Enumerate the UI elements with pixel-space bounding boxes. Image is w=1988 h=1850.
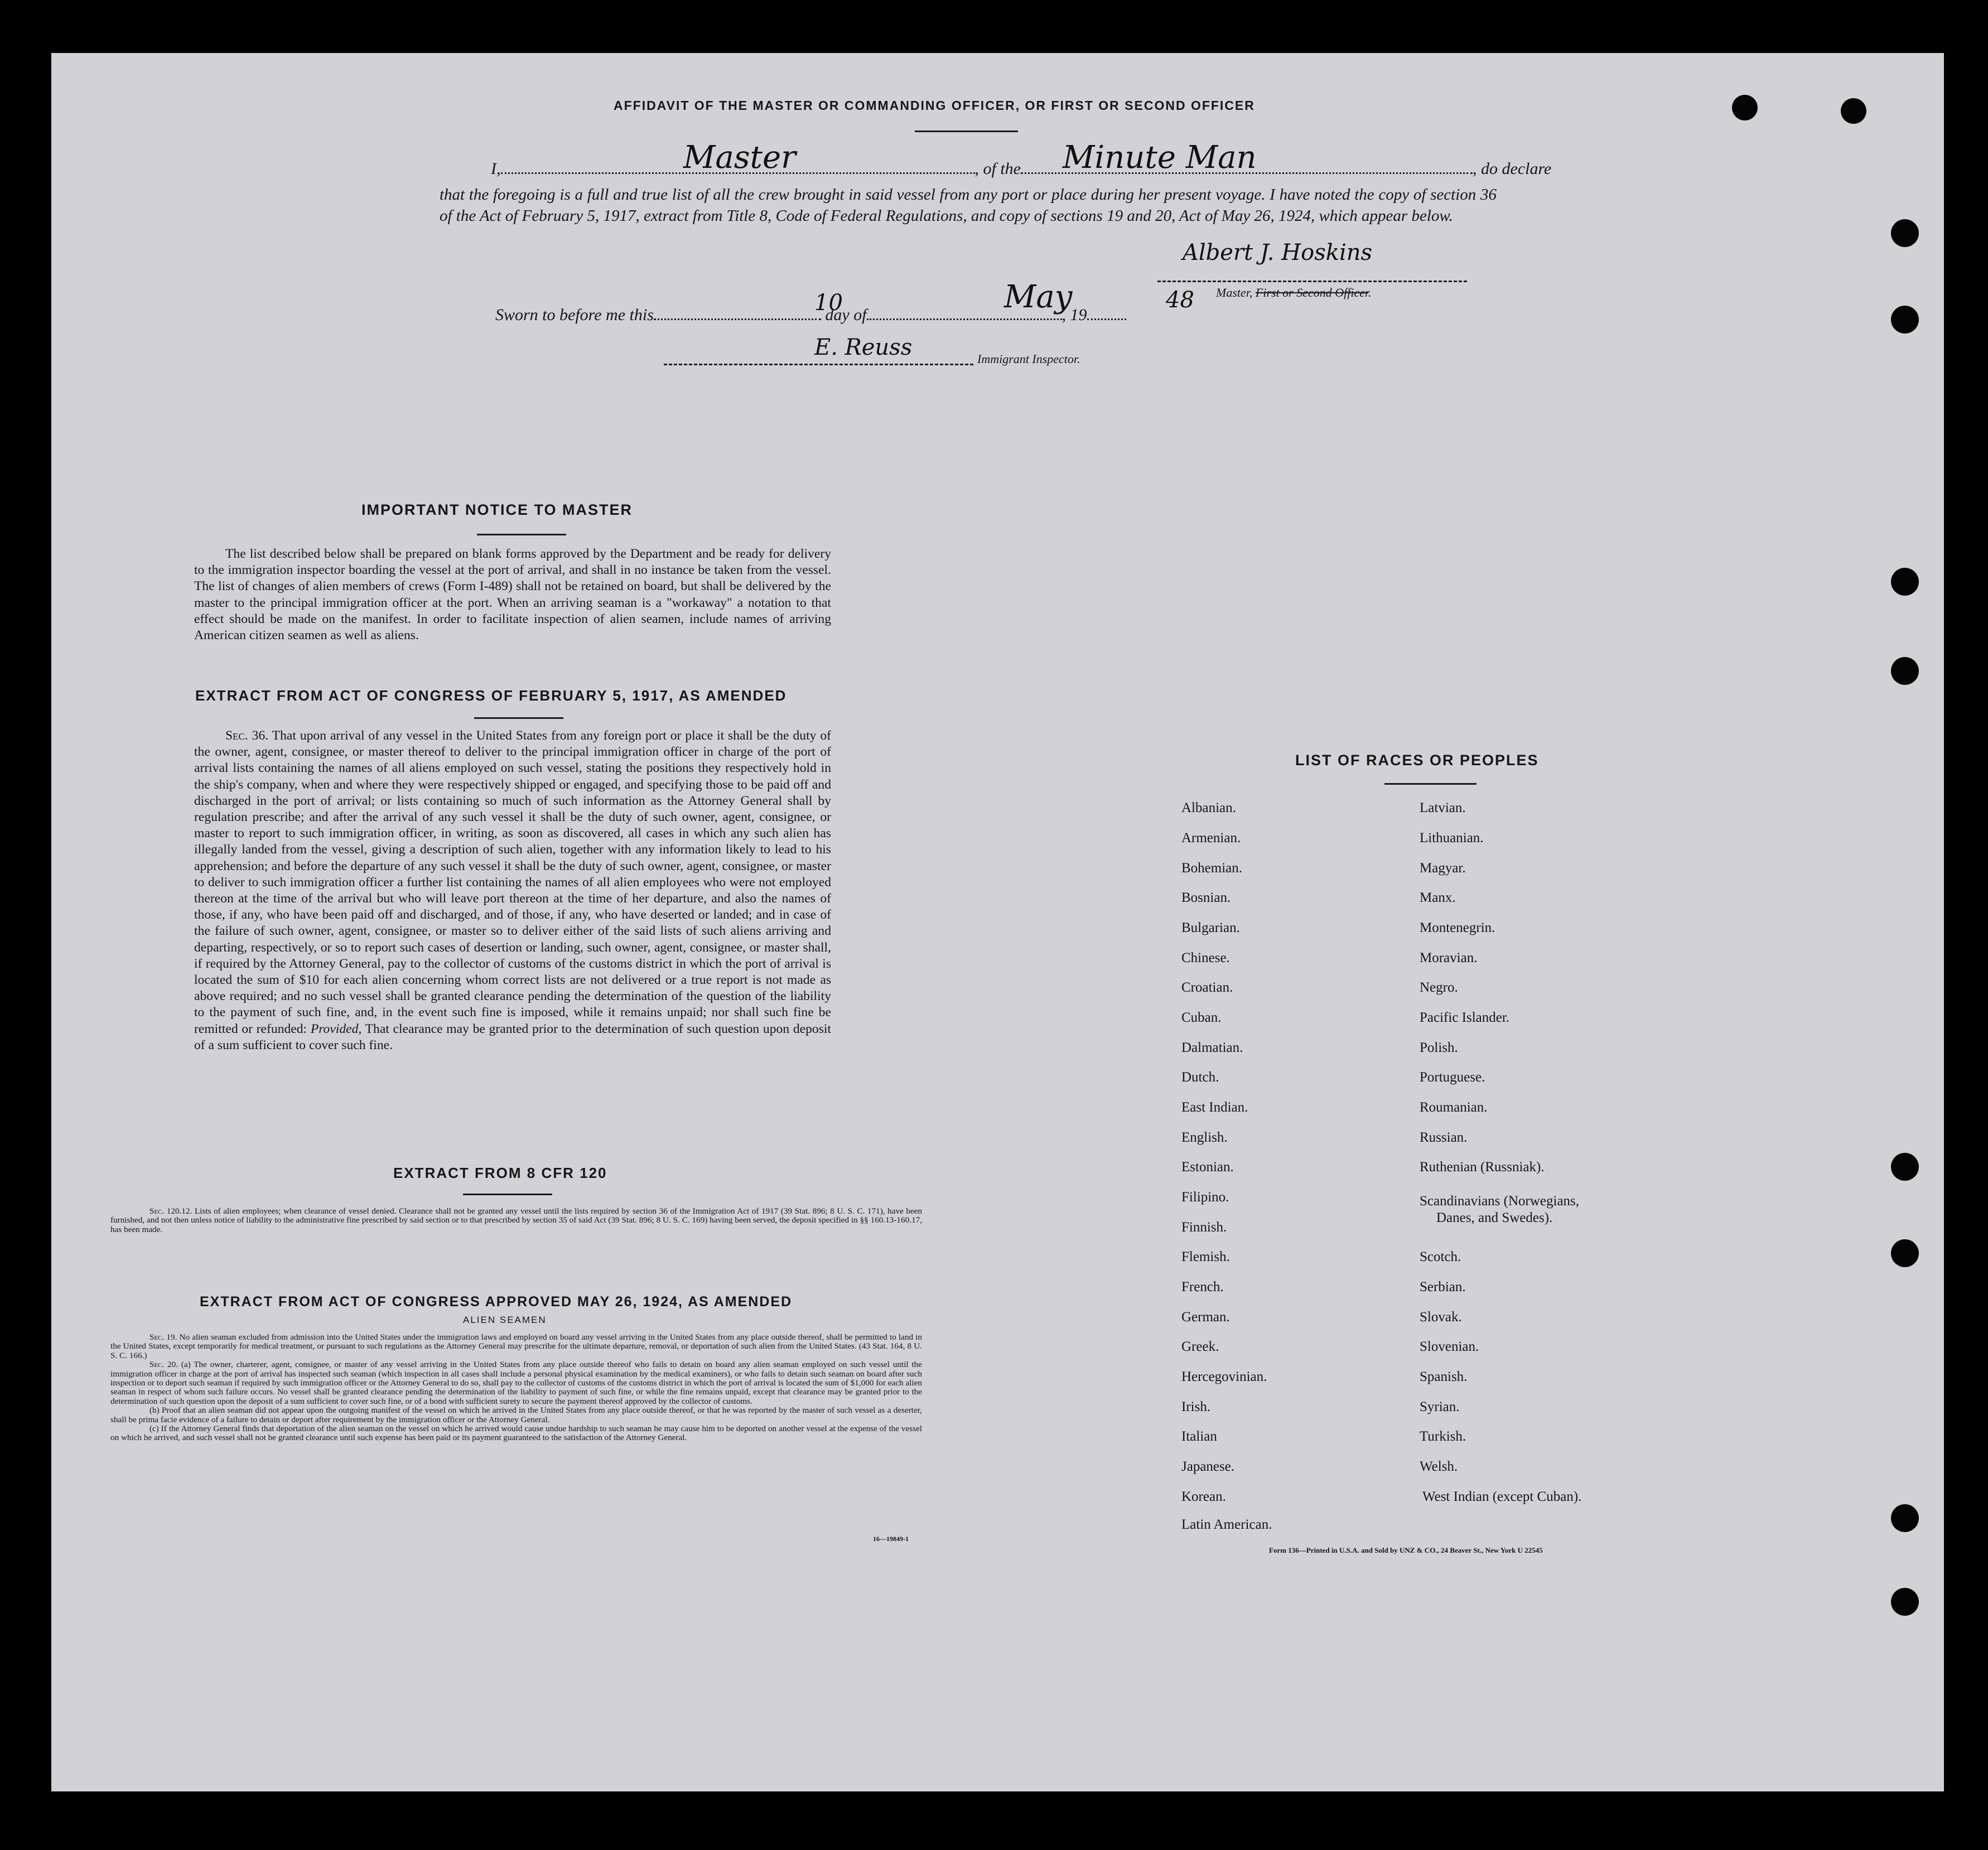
handwritten-vessel: Minute Man xyxy=(1063,139,1257,176)
sec-20-a-text: (a) The owner, charterer, agent, consignee, or master of any vessel arriving in the United States from any place outside thereof who fails to detain on board any alien seaman employed on such vessel until the immigration officer in charge at the port of arrival has inspected such seaman (which inspection in all cases shall include a personal physical examination by the medical examiners), or who fails to detain such seaman on board after such inspection or to deport such seaman if required by such immigration officer or the Attorney General to do so, shall pay to the collector of customs of the customs district in which the port of arrival is located the sum of $1,000 for each alien seaman in respect of whom such failure occurs. No vessel shall be granted clearance pending the determination of the liability to payment of such fine, or while the fine remains unpaid, except that clearance may be granted prior to the determination of such question upon the deposit of a sum sufficient to cover such fine, or of a bond with sufficient surety to secure the payment thereof approved by the collector of customs. xyxy=(110,1360,922,1406)
race-right: Turkish. xyxy=(1420,1429,1466,1444)
sec-36-label: Sec. 36. xyxy=(225,728,269,743)
race-right: Serbian. xyxy=(1420,1279,1466,1294)
sec-120-label: Sec. 120.12. xyxy=(149,1206,192,1216)
proviso-text: That clearance may be granted prior to the determination of such question upon deposit of a sum sufficient to cover such fine. xyxy=(194,1021,831,1052)
race-left: English. xyxy=(1181,1130,1228,1145)
race-left: Greek. xyxy=(1181,1339,1219,1354)
race-left: Dalmatian. xyxy=(1181,1040,1243,1055)
inspector-label: Immigrant Inspector. xyxy=(977,352,1080,366)
race-right: Syrian. xyxy=(1420,1399,1460,1414)
race-right: Manx. xyxy=(1420,890,1456,905)
race-right: Moravian. xyxy=(1420,950,1478,965)
extract-1917-rule xyxy=(474,717,563,719)
race-right: Welsh. xyxy=(1420,1459,1458,1474)
punch-hole xyxy=(1732,95,1758,120)
race-right: Russian. xyxy=(1420,1130,1468,1145)
notice-text: The list described below shall be prepared on blank forms approved by the Department and be ready for delivery to the immigration inspector boarding the vessel at the port of arrival, and shall in no instance be taken from the vessel. The list of changes of alien members of crews (Form I-489) shall not be retained on board, but shall be delivered by the master to the principal immigration officer at the port. When an arriving seaman is a "workaway" a notation to that effect should be made on the manifest. In order to facilitate inspection of alien seamen, include names of arriving American citizen seamen as well as aliens. xyxy=(194,547,831,643)
punch-hole xyxy=(1891,1239,1919,1267)
race-right: Scotch. xyxy=(1420,1249,1461,1264)
sec-19-text: No alien seaman excluded from admission into the United States under the immigration laws and employed on board any vessel arriving in the United States from any place outside thereof, shall be permitted to land in the United States, except temporarily for medical treatment, or pursuant to such regulations as the Attorney General may prescribe for the ultimate departure, removal, or deportation of such alien from the United States. (43 Stat. 164, 8 U. S. C. 166.) xyxy=(110,1332,922,1360)
extract-1924-text xyxy=(110,1333,922,1443)
title-rule xyxy=(915,131,1018,132)
month-field[interactable] xyxy=(867,318,1062,320)
master-label: Master, First or Second Officer. xyxy=(1216,286,1372,300)
form-footer: Form 136—Printed in U.S.A. and Sold by UNZ & CO., 24 Beaver St., New York U 22545 xyxy=(1269,1546,1543,1554)
race-left: Italian xyxy=(1181,1429,1217,1444)
punch-hole xyxy=(1891,1504,1919,1532)
affidavit-line-1 xyxy=(491,160,1551,178)
race-left: German. xyxy=(1181,1310,1230,1325)
extract-cfr-rule xyxy=(463,1194,552,1195)
punch-hole xyxy=(1891,657,1919,685)
extract-1917-title: EXTRACT FROM ACT OF CONGRESS OF FEBRUARY 5, 1917, AS AMENDED xyxy=(195,687,787,704)
race-right: West Indian (except Cuban). xyxy=(1422,1489,1582,1504)
day-of-text: day of xyxy=(825,306,867,324)
handwritten-day: 10 xyxy=(814,290,843,316)
extract-1924-title: EXTRACT FROM ACT OF CONGRESS APPROVED MAY 26, 1924, AS AMENDED xyxy=(200,1294,793,1310)
race-left: East Indian. xyxy=(1181,1100,1248,1115)
race-right: Roumanian. xyxy=(1420,1100,1488,1115)
race-right: Ruthenian (Russniak). xyxy=(1420,1160,1545,1175)
notice-rule xyxy=(477,534,566,535)
punch-hole xyxy=(1841,98,1866,124)
punch-hole xyxy=(1891,568,1919,596)
race-left: Korean. xyxy=(1181,1489,1226,1504)
race-left: Bulgarian. xyxy=(1181,920,1240,935)
sec-120-text: Lists of alien employees; when clearance of vessel denied. Clearance shall not be granted any vessel until the lists required by section 36 of the Immigration Act of 1917 (39 Stat. 896; 8 U. S. C. 171), have been furnished, and not then unless notice of liability to the administrative fine prescribed by said section or to that prescribed by section 35 of said Act (39 Stat. 896; 8 U. S. C. 169) having been served, the deposit specified in §§ 160.13-160.17, has been made. xyxy=(110,1206,923,1234)
race-left: Dutch. xyxy=(1181,1070,1219,1085)
race-left: Estonian. xyxy=(1181,1160,1234,1175)
race-right: Pacific Islander. xyxy=(1420,1010,1510,1025)
race-left: Cuban. xyxy=(1181,1010,1222,1025)
affidavit-body: that the foregoing is a full and true list of all the crew brought in said vessel from any port or place during her present voyage. I have noted the copy of section 36 of the Act of February 5, 1917, extract from Title 8, Code of Federal Regulations, and copy of sections 19 and 20, Act of May 26, 1924, which appear below. xyxy=(440,186,1497,225)
races-rule xyxy=(1384,783,1476,785)
race-right: Danes, and Swedes). xyxy=(1436,1210,1553,1225)
sec-20-label: Sec. 20. xyxy=(149,1360,178,1370)
extract-1917-text xyxy=(194,728,831,1054)
punch-hole xyxy=(1891,1588,1919,1616)
year-prefix: , 19 xyxy=(1061,306,1087,324)
proviso-label: Provided, xyxy=(310,1021,362,1036)
race-right: Montenegrin. xyxy=(1420,920,1495,935)
label-declare: , do declare xyxy=(1473,160,1552,178)
race-left: Latin American. xyxy=(1181,1517,1272,1532)
race-left: Bohemian. xyxy=(1181,861,1243,876)
race-right: Lithuanian. xyxy=(1420,830,1484,846)
race-right: Polish. xyxy=(1420,1040,1458,1055)
race-left: Flemish. xyxy=(1181,1249,1230,1264)
race-right: Scandinavians (Norwegians, xyxy=(1420,1194,1580,1209)
race-left: Croatian. xyxy=(1181,980,1233,995)
inspector-signature: E. Reuss xyxy=(814,335,913,360)
punch-hole xyxy=(1891,306,1919,334)
handwritten-master: Master xyxy=(683,139,796,176)
race-left: Hercegovinian. xyxy=(1181,1369,1267,1384)
extract-cfr-title: EXTRACT FROM 8 CFR 120 xyxy=(393,1165,607,1181)
sec-20-b-text: (b) Proof that an alien seaman did not appear upon the outgoing manifest of the vessel on which he arrived in the United States from any place outside thereof, or that he was reported by the master of such vessel as a deserter, shall be prima facie evidence of a failure to detain or deport after requirement by the immigration officer or the Attorney General. xyxy=(110,1405,922,1424)
year-field[interactable] xyxy=(1087,318,1126,320)
sec-20-c-text: (c) If the Attorney General finds that deportation of the alien seaman on the vessel on which he arrived would cause undue hardship to such seaman he may cause him to be deported on another vessel at the expense of the vessel on which he arrived, and such vessel shall not be granted clearance until such expense has been paid or its payment guaranteed to the satisfaction of the Attorney General. xyxy=(110,1424,922,1443)
race-left: Bosnian. xyxy=(1181,890,1231,905)
label-of-the: , of the xyxy=(974,160,1021,178)
print-code: 16—19849-1 xyxy=(873,1535,909,1543)
handwritten-month: May xyxy=(1004,279,1073,315)
race-left: Albanian. xyxy=(1181,800,1236,815)
races-title: LIST OF RACES OR PEOPLES xyxy=(1295,752,1539,769)
struck-officer-label: First or Second Officer xyxy=(1255,286,1369,300)
day-field[interactable] xyxy=(654,318,821,320)
punch-hole xyxy=(1891,219,1919,247)
race-left: Chinese. xyxy=(1181,950,1230,965)
sec-19-label: Sec. 19. xyxy=(149,1332,177,1342)
affidavit-title: AFFIDAVIT OF THE MASTER OR COMMANDING OFFICER, OR FIRST OR SECOND OFFICER xyxy=(614,98,1255,113)
sec-36-text: That upon arrival of any vessel in the United States from any foreign port or place it shall be the duty of the owner, agent, consignee, or master thereof to deliver to the principal immigration officer in charge of the port of arrival lists containing the names of all aliens employed on such vessel, stating the positions they respectively hold in the ship's company, when and where they were respectively shipped or engaged, and specifying those to be paid off and discharged in the port of arrival; or lists containing so much of such information as the Attorney General shall by regulation prescribe; and after the arrival of any such vessel it shall be the duty of such owner, agent, consignee, or master to report to such immigration officer, in writing, as soon as discovered, all cases in which any such alien has illegally landed from the vessel, giving a description of such alien, together with any information likely to lead to his apprehension; and before the departure of any such vessel it shall be the duty of such owner, agent, consignee, or master to deliver to such immigration officer a further list containing the names of all alien employees who were not employed thereon at the time of the arrival but who will leave port thereon at the time of her departure, and also the names of those, if any, who have been paid off and discharged, and of those, if any, who have deserted or landed; and in case of the failure of such owner, agent, consignee, or master so to deliver either of the said lists of such aliens arriving and departing, respectively, or so to report such cases of desertion or landing, such owner, agent, consignee, or master shall, if required by the Attorney General, pay to the collector of customs of the customs district in which the port of arrival is located the sum of $10 for each alien concerning whom correct lists are not delivered or a true report is not made as above required; and no such vessel shall be granted clearance pending the determination of the question of the liability to the payment of such fine, and, in the event such fine is imposed, while it remains unpaid; nor shall such fine be remitted or refunded: xyxy=(194,728,831,1036)
handwritten-year: 48 xyxy=(1166,287,1194,313)
extract-1924-subtitle: ALIEN SEAMEN xyxy=(463,1315,547,1325)
race-right: Slovak. xyxy=(1420,1310,1462,1325)
notice-title: IMPORTANT NOTICE TO MASTER xyxy=(361,501,633,518)
inspector-signature-line xyxy=(664,364,973,365)
race-right: Spanish. xyxy=(1420,1369,1468,1384)
race-left: Filipino. xyxy=(1181,1190,1229,1205)
race-left: Irish. xyxy=(1181,1399,1211,1414)
sworn-text: Sworn to before me this xyxy=(495,306,654,324)
race-left: French. xyxy=(1181,1279,1224,1294)
punch-hole xyxy=(1891,1153,1919,1181)
master-signature: Albert J. Hoskins xyxy=(1183,240,1373,265)
race-right: Latvian. xyxy=(1420,800,1466,815)
race-right: Slovenian. xyxy=(1420,1339,1479,1354)
race-left: Japanese. xyxy=(1181,1459,1235,1474)
extract-cfr-text xyxy=(110,1207,922,1234)
race-right: Portuguese. xyxy=(1420,1070,1485,1085)
race-right: Negro. xyxy=(1420,980,1458,995)
master-signature-line xyxy=(1157,281,1467,282)
race-left: Finnish. xyxy=(1181,1220,1227,1235)
label-i: I, xyxy=(491,160,501,178)
race-right: Magyar. xyxy=(1420,861,1466,876)
race-left: Armenian. xyxy=(1181,830,1241,846)
